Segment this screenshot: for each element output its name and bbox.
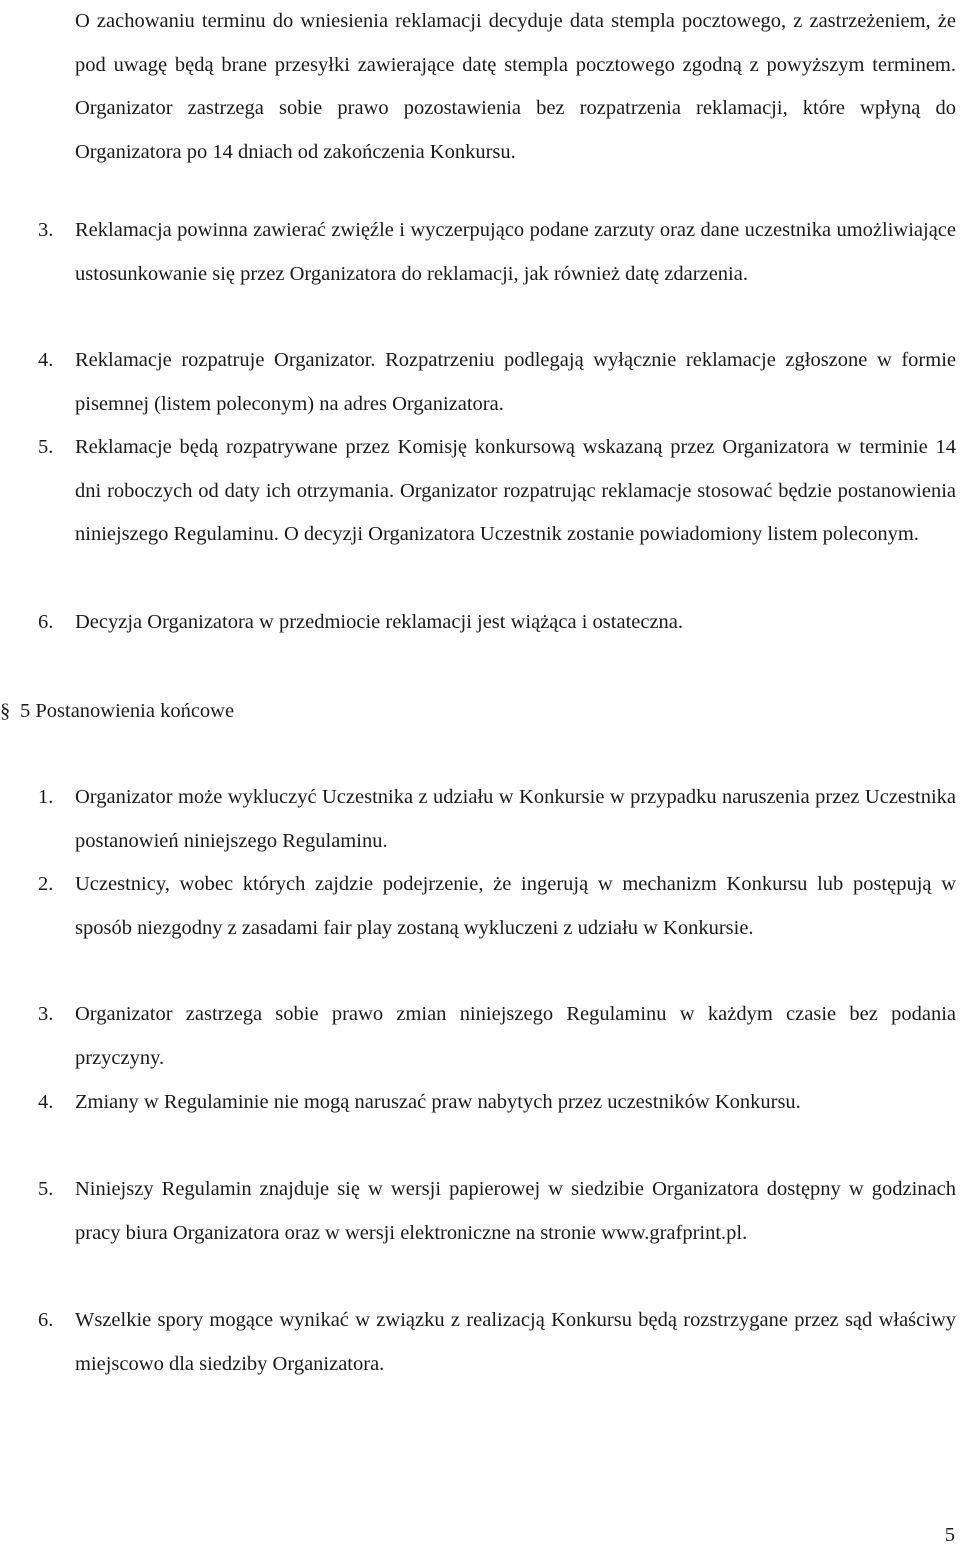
item-text: Reklamacje będą rozpatrywane przez Komisję konkursową wskazaną przez Organizatora w terminie 14 dni roboczych od daty ich otrzymania. Organizator rozpatrując reklamacje stosować będzie postanowienia niniejszego Regulaminu. O decyzji Organizatora Uczestnik zostanie powiadomiony listem poleconym. (75, 436, 956, 545)
item-number: 3. (38, 1003, 54, 1025)
page-number: 5 (944, 1524, 955, 1546)
item-text: Niniejszy Regulamin znajduje się w wersji papierowej w siedzibie Organizatora dostępny w godzinach pracy biura Organizatora oraz w wersji elektroniczne na stronie www.grafprint.pl. (75, 1178, 956, 1244)
item-number: 1. (38, 786, 54, 808)
list-item (38, 863, 956, 950)
list-item (38, 209, 956, 296)
item-text: Zmiany w Regulaminie nie mogą naruszać praw nabytych przez uczestników Konkursu. (75, 1091, 801, 1113)
list-item (38, 776, 956, 863)
section-heading-text: 5 Postanowienia końcowe (20, 700, 235, 722)
list-item (38, 601, 956, 645)
item-number: 3. (38, 219, 54, 241)
list-item (38, 339, 956, 426)
list-item (38, 1081, 956, 1125)
item-text: Reklamacje rozpatruje Organizator. Rozpatrzeniu podlegają wyłącznie reklamacje zgłoszone w formie pisemnej (listem poleconym) na adres Organizatora. (75, 349, 956, 415)
item-text: Organizator może wykluczyć Uczestnika z udziału w Konkursie w przypadku naruszenia przez Uczestnika postanowień niniejszego Regulaminu. (75, 786, 956, 852)
item-number: 6. (38, 1309, 54, 1331)
item-number: 4. (38, 1091, 54, 1113)
item-number: 2. (38, 873, 54, 895)
item-text: Decyzja Organizatora w przedmiocie reklamacji jest wiążąca i ostateczna. (75, 611, 684, 633)
item-text: Reklamacja powinna zawierać zwięźle i wyczerpująco podane zarzuty oraz dane uczestnika umożliwiające ustosunkowanie się przez Organizatora do reklamacji, jak również datę zdarzenia. (75, 219, 956, 285)
item-text: Organizator zastrzega sobie prawo zmian niniejszego Regulaminu w każdym czasie bez podania przyczyny. (75, 1003, 956, 1069)
item-text: Uczestnicy, wobec których zajdzie podejrzenie, że ingerują w mechanizm Konkursu lub postępują w sposób niezgodny z zasadami fair play zostaną wykluczeni z udziału w Konkursie. (75, 873, 956, 939)
section-heading (0, 690, 234, 734)
item-number: 5. (38, 436, 54, 458)
list-item (38, 1299, 956, 1386)
list-item (38, 1168, 956, 1255)
list-item (38, 993, 956, 1080)
section-symbol: § (0, 700, 11, 722)
list-item (38, 426, 956, 557)
item-number: 5. (38, 1178, 54, 1200)
item-text: Wszelkie spory mogące wynikać w związku z realizacją Konkursu będą rozstrzygane przez sąd właściwy miejscowo dla siedziby Organizatora. (75, 1309, 956, 1375)
continuation-paragraph: O zachowaniu terminu do wniesienia reklamacji decyduje data stempla pocztowego, z zastrzeżeniem, że pod uwagę będą brane przesyłki zawierające datę stempla pocztowego zgodną z powyższym terminem. Organizator zastrzega sobie prawo pozostawienia bez rozpatrzenia reklamacji, które wpłyną do Organizatora po 14 dniach od zakończenia Konkursu. (75, 10, 956, 163)
item-number: 4. (38, 349, 54, 371)
item-number: 6. (38, 611, 54, 633)
